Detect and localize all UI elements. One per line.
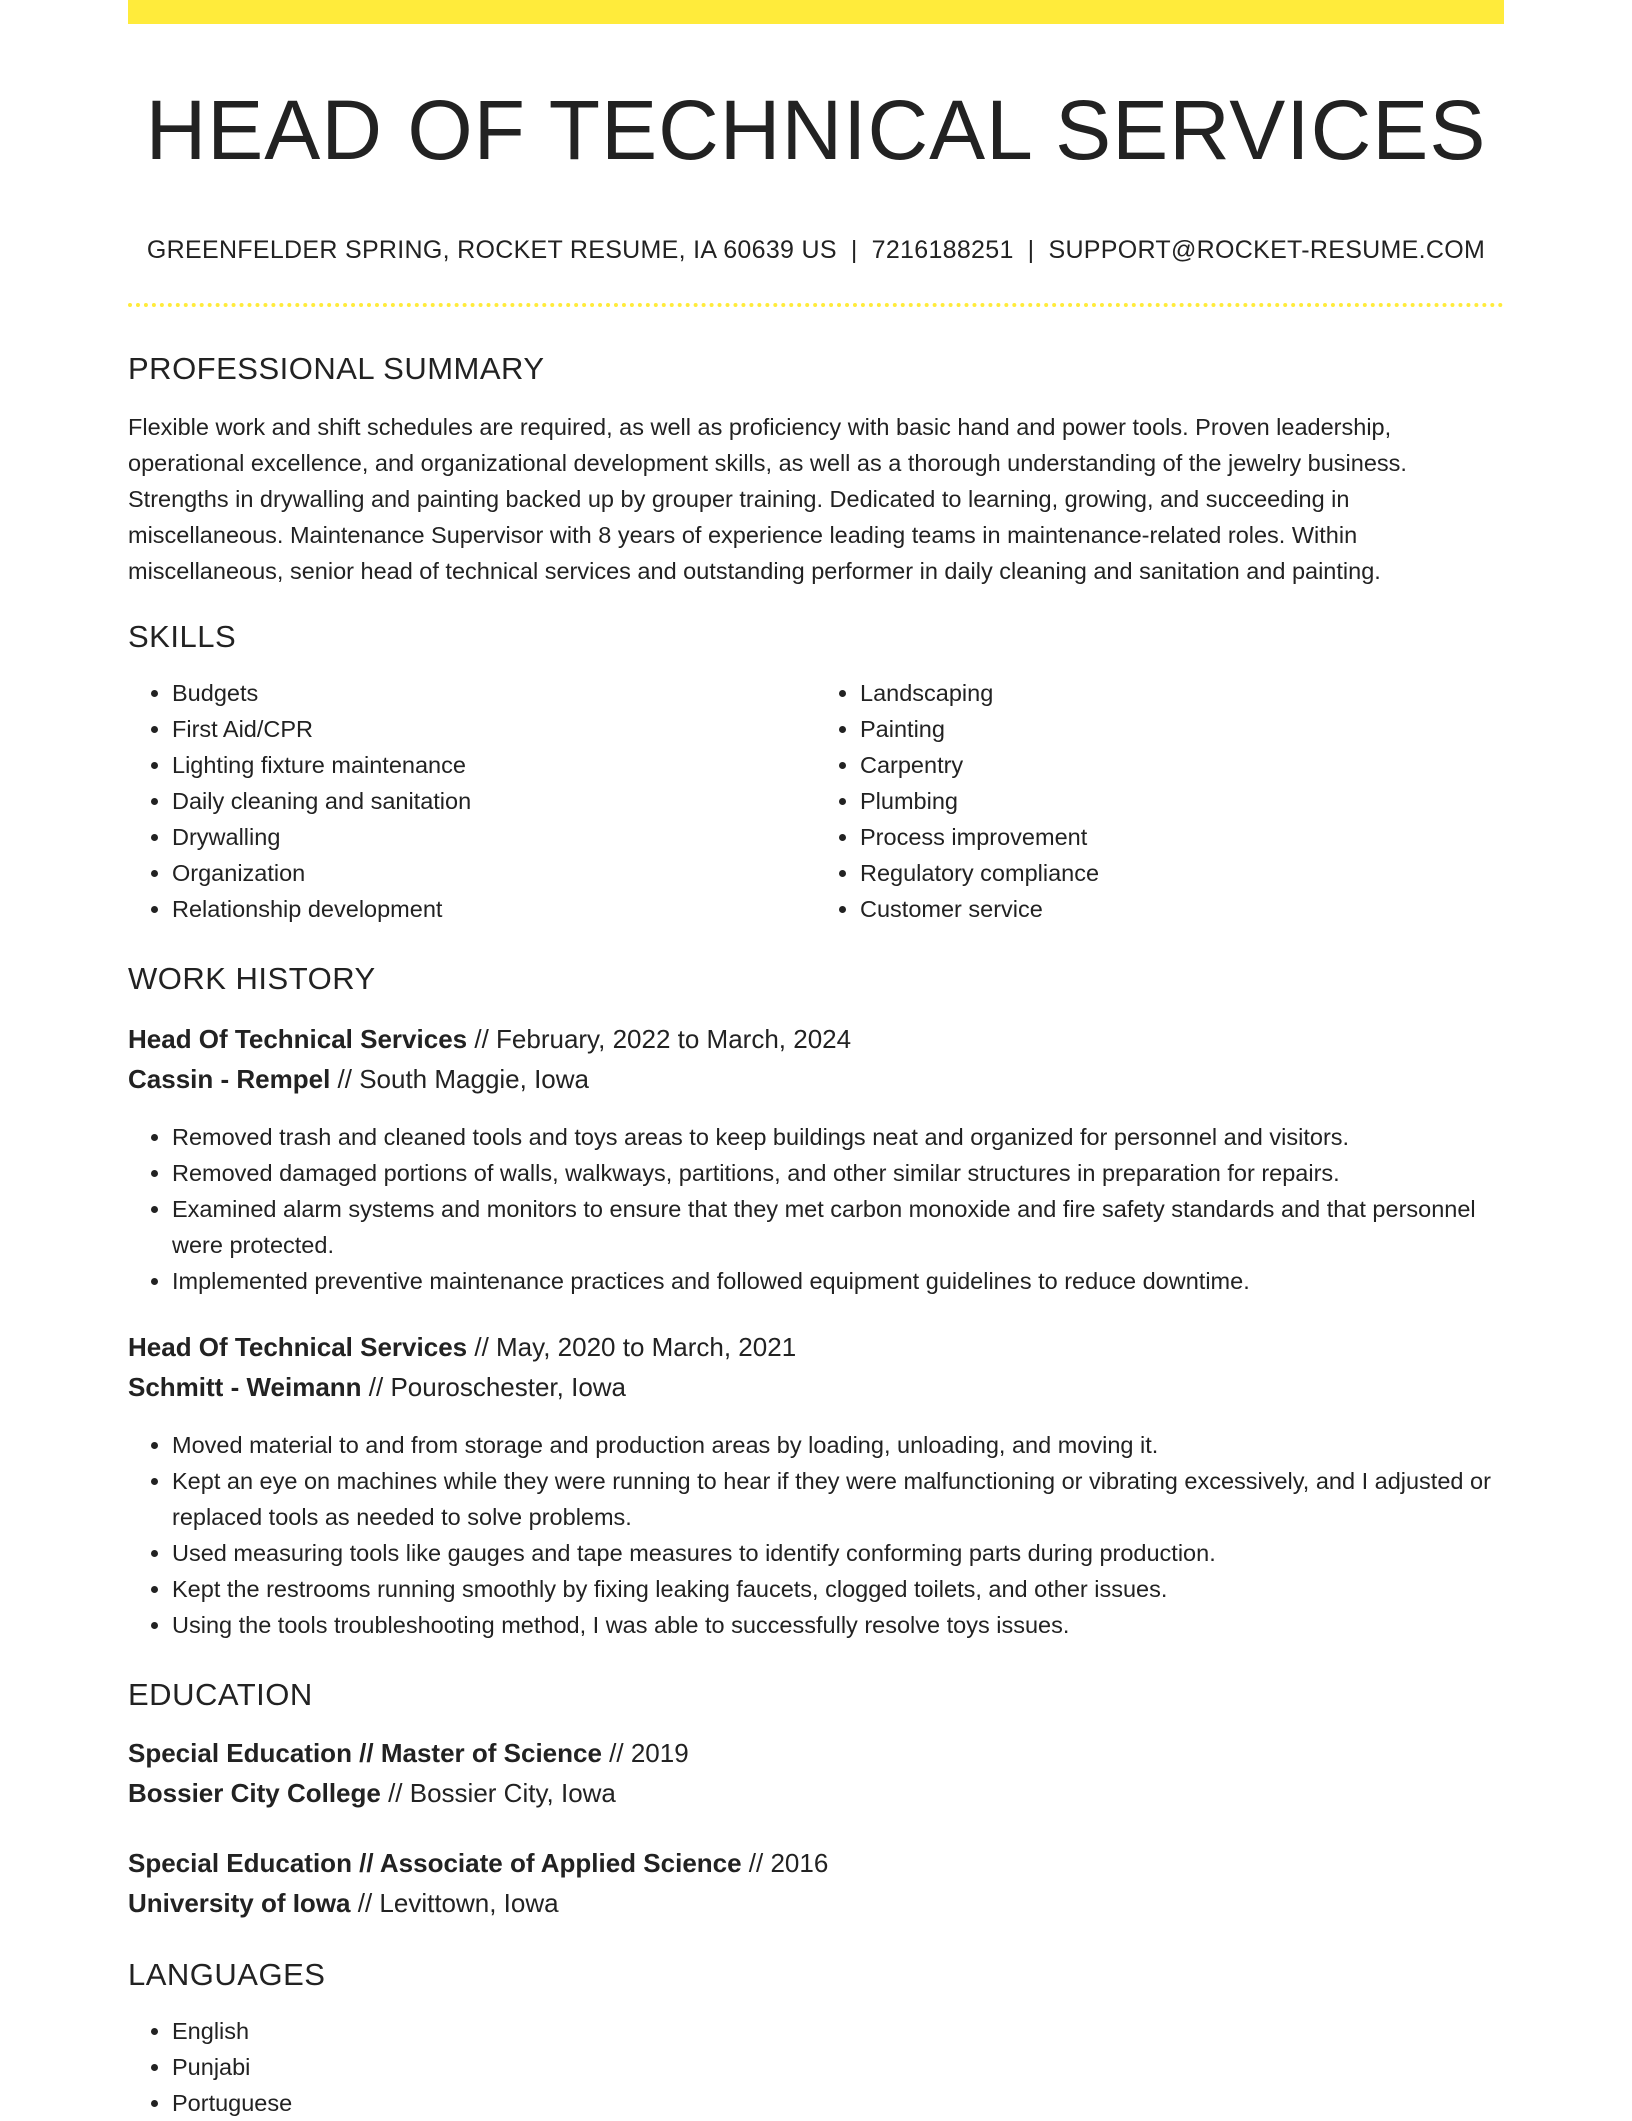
- contact-separator: |: [850, 236, 858, 265]
- job-bullet: • Kept an eye on machines while they were running to hear if they were malfunctioning or vibrating excessively, and I adjusted or replaced tools as needed to solve problems.: [172, 1463, 1504, 1535]
- job-entry: [128, 1019, 1504, 1299]
- language-item: • English: [172, 2013, 1504, 2049]
- languages-list: [128, 2013, 1504, 2121]
- resume-title: HEAD OF TECHNICAL SERVICES: [145, 83, 1487, 177]
- language-item: • Portuguese: [172, 2085, 1504, 2121]
- job-bullet: • Moved material to and from storage and production areas by loading, unloading, and moving it.: [172, 1427, 1504, 1463]
- skill-item: • Regulatory compliance: [860, 855, 1504, 891]
- education-year: // 2016: [741, 1848, 829, 1879]
- resume-content: [128, 24, 1504, 2121]
- job-location: // Pouroschester, Iowa: [361, 1372, 627, 1403]
- job-dates: // February, 2022 to March, 2024: [467, 1024, 852, 1055]
- skill-item: • Drywalling: [172, 819, 816, 855]
- job-company: Schmitt - Weimann: [128, 1372, 362, 1403]
- job-company-line: [128, 1367, 1504, 1407]
- job-dates: // May, 2020 to March, 2021: [467, 1332, 797, 1363]
- job-title: Head Of Technical Services: [128, 1024, 468, 1055]
- education-location: // Bossier City, Iowa: [380, 1778, 616, 1809]
- contact-separator: |: [1027, 236, 1035, 265]
- education-school: Bossier City College: [128, 1778, 381, 1809]
- job-company: Cassin - Rempel: [128, 1064, 331, 1095]
- skills-list-right: [816, 675, 1504, 927]
- job-entry: [128, 1327, 1504, 1643]
- skill-item: • Customer service: [860, 891, 1504, 927]
- job-title-line: [128, 1019, 1504, 1059]
- summary-heading: PROFESSIONAL SUMMARY: [128, 351, 545, 387]
- skills-columns: [128, 675, 1504, 927]
- job-title: Head Of Technical Services: [128, 1332, 468, 1363]
- education-degree: Special Education // Master of Science: [128, 1738, 602, 1769]
- skills-heading: SKILLS: [128, 619, 237, 655]
- job-company-line: [128, 1059, 1504, 1099]
- job-bullet: • Kept the restrooms running smoothly by fixing leaking faucets, clogged toilets, and other issues.: [172, 1571, 1504, 1607]
- contact-email: SUPPORT@ROCKET-RESUME.COM: [1048, 236, 1486, 265]
- skill-item: • Relationship development: [172, 891, 816, 927]
- job-bullet: • Used measuring tools like gauges and tape measures to identify conforming parts during production.: [172, 1535, 1504, 1571]
- dotted-divider: [128, 303, 1504, 307]
- contact-line: [128, 236, 1504, 265]
- accent-bar: [128, 0, 1504, 24]
- job-bullet: • Using the tools troubleshooting method, I was able to successfully resolve toys issues.: [172, 1607, 1504, 1643]
- skill-item: • Budgets: [172, 675, 816, 711]
- education-degree-line: [128, 1843, 1504, 1883]
- work-history-heading: WORK HISTORY: [128, 961, 376, 997]
- language-item: • Punjabi: [172, 2049, 1504, 2085]
- job-bullet: • Examined alarm systems and monitors to ensure that they met carbon monoxide and fire safety standards and that personnel were protected.: [172, 1191, 1504, 1263]
- skill-item: • Plumbing: [860, 783, 1504, 819]
- summary-text: Flexible work and shift schedules are required, as well as proficiency with basic hand and power tools. Proven leadership, operational excellence, and organizational development skills, as well as a thorough understanding of the jewelry business. Strengths in drywalling and painting backed up by grouper training. Dedicated to learning, growing, and succeeding in miscellaneous. Maintenance Supervisor with 8 years of experience leading teams in maintenance-related roles. Within miscellaneous, senior head of technical services and outstanding performer in daily cleaning and sanitation and painting.: [128, 414, 1407, 585]
- education-entry: [128, 1843, 1504, 1923]
- job-bullets: [128, 1427, 1504, 1643]
- skill-item: • Painting: [860, 711, 1504, 747]
- job-bullet: • Removed trash and cleaned tools and toys areas to keep buildings neat and organized for personnel and visitors.: [172, 1119, 1504, 1155]
- education-degree-line: [128, 1733, 1504, 1773]
- education-degree: Special Education // Associate of Applied Science: [128, 1848, 742, 1879]
- education-year: // 2019: [601, 1738, 689, 1769]
- education-entry: [128, 1733, 1504, 1813]
- job-bullet: • Removed damaged portions of walls, walkways, partitions, and other similar structures in preparation for repairs.: [172, 1155, 1504, 1191]
- contact-address: GREENFELDER SPRING, ROCKET RESUME, IA 60639 US: [146, 236, 837, 265]
- contact-phone: 7216188251: [871, 236, 1014, 265]
- skill-item: • Daily cleaning and sanitation: [172, 783, 816, 819]
- skill-item: • First Aid/CPR: [172, 711, 816, 747]
- education-school-line: [128, 1883, 1504, 1923]
- skill-item: • Organization: [172, 855, 816, 891]
- education-school-line: [128, 1773, 1504, 1813]
- skill-item: • Process improvement: [860, 819, 1504, 855]
- job-location: // South Maggie, Iowa: [330, 1064, 590, 1095]
- skill-item: • Lighting fixture maintenance: [172, 747, 816, 783]
- job-bullet: • Implemented preventive maintenance practices and followed equipment guidelines to reduce downtime.: [172, 1263, 1504, 1299]
- education-location: // Levittown, Iowa: [350, 1888, 559, 1919]
- job-title-line: [128, 1327, 1504, 1367]
- skill-item: • Landscaping: [860, 675, 1504, 711]
- job-bullets: [128, 1119, 1504, 1299]
- languages-heading: LANGUAGES: [128, 1957, 326, 1993]
- skills-list-left: [128, 675, 816, 927]
- skill-item: • Carpentry: [860, 747, 1504, 783]
- education-school: University of Iowa: [128, 1888, 351, 1919]
- education-heading: EDUCATION: [128, 1677, 313, 1713]
